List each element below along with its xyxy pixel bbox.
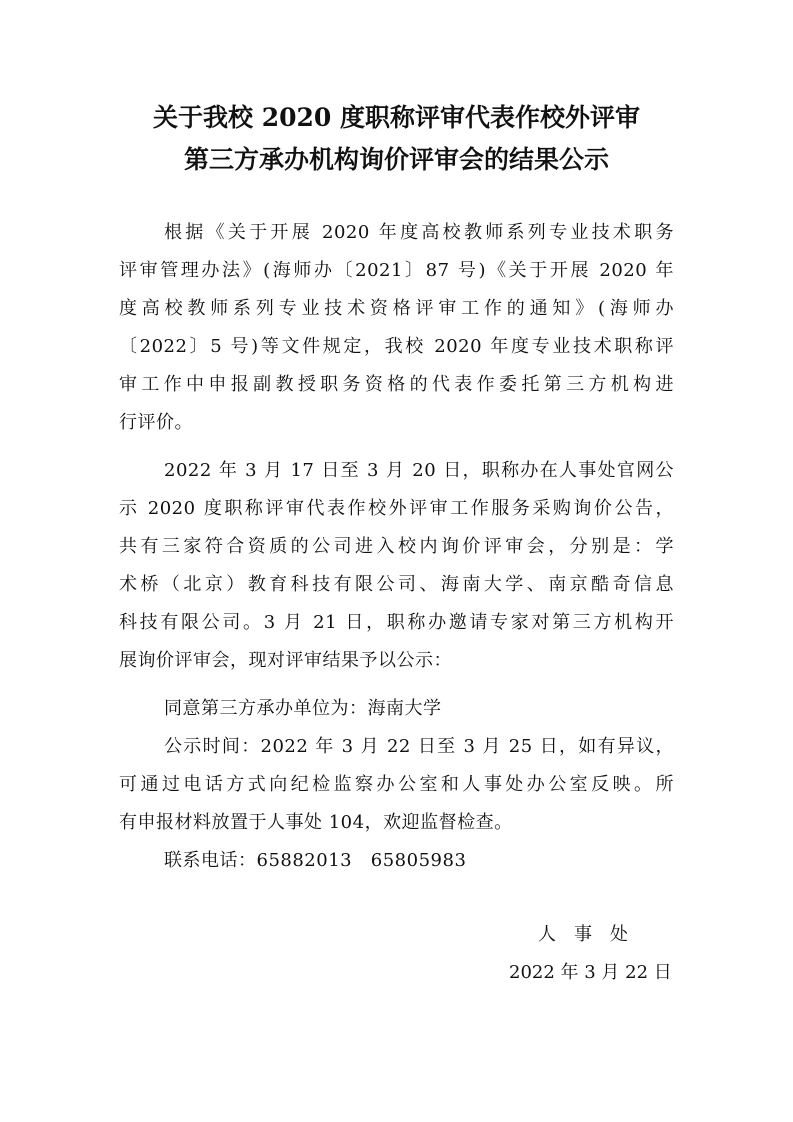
paragraph-line: 行评价。	[119, 412, 193, 433]
paragraph-line: 审工作中申报副教授职务资格的代表作委托第三方机构进	[119, 374, 674, 395]
paragraph-line: 公示时间：2022 年 3 月 22 日至 3 月 25 日，如有异议，	[164, 736, 674, 757]
paragraph-line: 〔2022〕5 号)等文件规定，我校 2020 年度专业技术职称评	[119, 336, 674, 357]
issuer-signature: 人 事 处	[538, 924, 628, 945]
document-title-line-1: 关于我校 2020 度职称评审代表作校外评审	[153, 103, 640, 132]
paragraph-line: 示 2020 度职称评审代表作校外评审工作服务采购询价公告，	[119, 498, 674, 519]
paragraph-line: 共有三家符合资质的公司进入校内询价评审会，分别是：学	[119, 536, 674, 557]
paragraph-line: 有申报材料放置于人事处 104，欢迎监督检查。	[119, 812, 513, 833]
paragraph-line: 2022 年 3 月 17 日至 3 月 20 日，职称办在人事处官网公	[164, 460, 674, 481]
document-title-line-2: 第三方承办机构询价评审会的结果公示	[183, 145, 609, 174]
paragraph-line: 科技有限公司。3 月 21 日，职称办邀请专家对第三方机构开	[119, 612, 674, 633]
paragraph-line: 可通过电话方式向纪检监察办公室和人事处办公室反映。所	[119, 774, 674, 795]
contact-phone: 联系电话：65882013 65805983	[164, 850, 467, 871]
issue-date: 2022 年 3 月 22 日	[509, 962, 672, 983]
paragraph-line: 根据《关于开展 2020 年度高校教师系列专业技术职务	[164, 222, 674, 243]
paragraph-line: 展询价评审会，现对评审结果予以公示：	[119, 650, 452, 671]
paragraph-line: 术桥（北京）教育科技有限公司、海南大学、南京酷奇信息	[119, 574, 674, 595]
result-statement: 同意第三方承办单位为：海南大学	[164, 698, 442, 719]
paragraph-line: 评审管理办法》(海师办〔2021〕87 号)《关于开展 2020 年	[119, 260, 674, 281]
paragraph-line: 度高校教师系列专业技术资格评审工作的通知》(海师办	[119, 298, 674, 319]
